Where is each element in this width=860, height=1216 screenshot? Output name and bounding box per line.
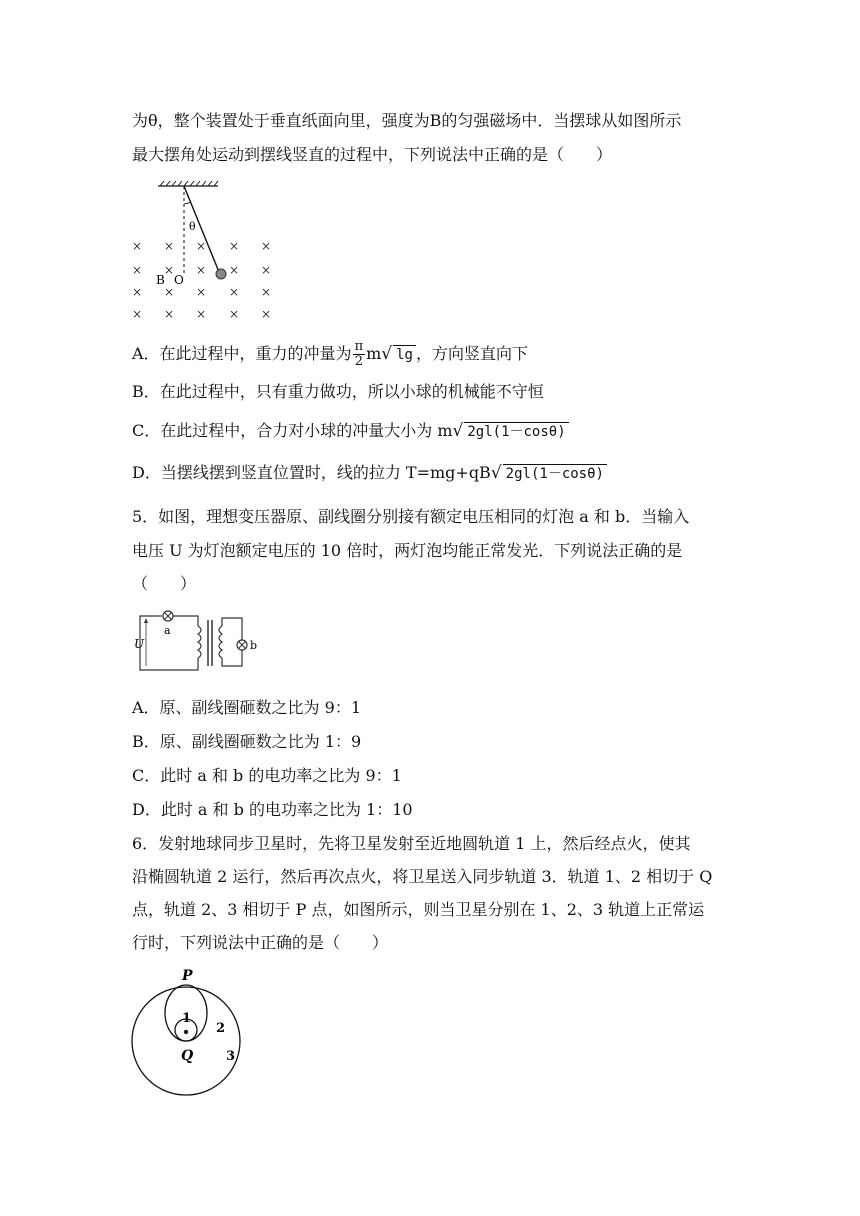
pendulum-figure — [126, 178, 286, 328]
sqrt-lg: lg — [393, 345, 416, 364]
q6-stem-line-4: 行时，下列说法中正确的是（ ） — [132, 933, 389, 952]
q5-stem-line-3: （ ） — [132, 574, 197, 593]
cross-mark: × — [229, 285, 240, 299]
cross-mark: × — [132, 307, 143, 321]
sqrt-expression: 2gl(1－cosθ) — [503, 464, 607, 483]
q5-option-d[interactable]: D．此时 a 和 b 的电功率之比为 1：10 — [132, 800, 413, 819]
cross-mark: × — [196, 239, 207, 253]
q4-option-a[interactable]: A．在此过程中，重力的冲量为 $\frac{\pi}{2}$ m√ lg ，方向竖直向下 — [132, 339, 528, 369]
orbit-2-label: 2 — [216, 1021, 226, 1036]
cross-mark: × — [132, 239, 143, 253]
q4-stem-line-2: 最大摆角处运动到摆线竖直的过程中，下列说法中正确的是（ ） — [132, 145, 613, 164]
q4-option-c[interactable]: C．在此过程中，合力对小球的冲量大小为 m√ 2gl(1－cosθ) — [132, 420, 569, 442]
q6-stem-line-2: 沿椭圆轨道 2 运行，然后再次点火，将卫星送入同步轨道 3．轨道 1、2 相切于 Q — [132, 867, 713, 886]
orbit-3-label: 3 — [226, 1049, 236, 1064]
cross-mark: × — [196, 307, 207, 321]
cross-mark: × — [132, 263, 143, 277]
b-label: b — [250, 639, 258, 652]
q5-option-a[interactable]: A．原、副线圈砸数之比为 9：1 — [132, 698, 362, 717]
theta-label: θ — [189, 220, 196, 233]
q4-option-d[interactable]: D．当摆线摆到竖直位置时，线的拉力 T=mg+qB√ 2gl(1－cosθ) — [132, 462, 607, 484]
transformer-figure — [132, 610, 272, 674]
cross-mark: × — [229, 239, 240, 253]
sqrt-expression: 2gl(1－cosθ) — [464, 422, 568, 441]
cross-mark: × — [229, 263, 240, 277]
cross-mark: × — [196, 285, 207, 299]
q4-option-c-pre: C．在此过程中，合力对小球的冲量大小为 m — [132, 421, 453, 440]
cross-mark: × — [261, 307, 272, 321]
q5-option-c[interactable]: C．此时 a 和 b 的电功率之比为 9：1 — [132, 766, 402, 785]
q5-stem-line-1: 5．如图，理想变压器原、副线圈分别接有额定电压相同的灯泡 a 和 b．当输入 — [132, 507, 690, 526]
magnetic-field-crosses — [132, 239, 271, 321]
q4-option-a-pre: A．在此过程中，重力的冲量为 — [132, 344, 352, 363]
q4-option-a-mid: m — [366, 344, 382, 363]
b-label: B — [156, 273, 165, 287]
cross-mark: × — [261, 285, 272, 299]
q5-stem-line-2: 电压 U 为灯泡额定电压的 10 倍时，两灯泡均能正常发光．下列说法正确的是 — [132, 541, 683, 560]
cross-mark: × — [229, 307, 240, 321]
earth-center-dot — [184, 1030, 188, 1034]
q-label: Q — [181, 1048, 194, 1064]
cross-mark: × — [261, 239, 272, 253]
q5-option-b[interactable]: B．原、副线圈砸数之比为 1：9 — [132, 732, 362, 751]
fraction-pi-over-2: $\frac{\pi}{2}$ — [354, 339, 364, 369]
u-label: U — [134, 637, 145, 651]
cross-mark: × — [164, 263, 175, 277]
cross-mark: × — [196, 263, 207, 277]
q6-stem-line-1: 6．发射地球同步卫星时，先将卫星发射至近地圆轨道 1 上，然后经点火，使其 — [132, 834, 691, 853]
q4-option-d-pre: D．当摆线摆到竖直位置时，线的拉力 T=mg+qB — [132, 463, 491, 482]
cross-mark: × — [164, 285, 175, 299]
cross-mark: × — [132, 285, 143, 299]
cross-mark: × — [164, 307, 175, 321]
o-label: O — [174, 273, 184, 287]
orbit-figure — [130, 962, 250, 1096]
a-label: a — [164, 624, 171, 637]
q4-option-b[interactable]: B．在此过程中，只有重力做功，所以小球的机械能不守恒 — [132, 382, 544, 401]
p-label: P — [182, 968, 193, 984]
cross-mark: × — [261, 263, 272, 277]
q4-stem-line-1: 为θ，整个装置处于垂直纸面向里，强度为B的匀强磁场中．当摆球从如图所示 — [132, 111, 682, 130]
q4-option-a-post: ，方向竖直向下 — [415, 344, 528, 363]
orbit-1-label: 1 — [182, 1011, 192, 1026]
cross-mark: × — [164, 239, 175, 253]
q6-stem-line-3: 点，轨道 2、3 相切于 P 点，如图所示，则当卫星分别在 1、2、3 轨道上正常运 — [132, 900, 705, 919]
